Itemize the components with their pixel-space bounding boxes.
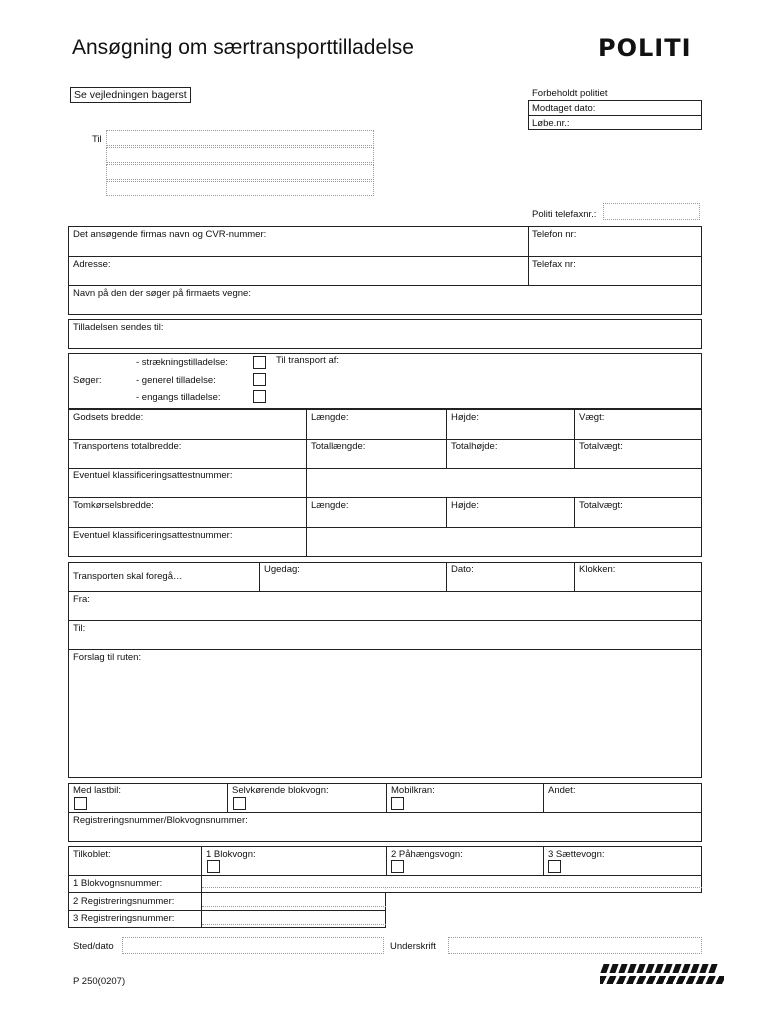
- single-permit-checkbox[interactable]: [253, 390, 266, 403]
- trailer-label: 2 Påhængsvogn:: [391, 849, 463, 860]
- transport-of-label: Til transport af:: [276, 355, 340, 366]
- goods-width-label[interactable]: Godsets bredde:: [73, 412, 144, 423]
- to-address-line-3[interactable]: [106, 164, 374, 180]
- divider: [68, 468, 702, 469]
- from-label[interactable]: Fra:: [73, 594, 90, 605]
- other-label[interactable]: Andet:: [548, 785, 576, 796]
- divider: [68, 285, 702, 286]
- address-label[interactable]: Adresse:: [73, 259, 111, 270]
- route-permit-label: - strækningstilladelse:: [136, 357, 228, 368]
- truck-label: Med lastbil:: [73, 785, 122, 796]
- dotted-divider: [202, 906, 386, 907]
- divider: [574, 409, 575, 468]
- route-suggestion-label[interactable]: Forslag til ruten:: [73, 652, 142, 663]
- total-length-label[interactable]: Totallængde:: [311, 441, 366, 452]
- police-stripes-top: [602, 964, 716, 973]
- page-title: Ansøgning om særtransporttilladelse: [72, 36, 414, 59]
- place-date-field[interactable]: [122, 937, 384, 954]
- divider: [528, 226, 529, 285]
- phone-label[interactable]: Telefon nr:: [532, 229, 577, 240]
- divider: [543, 783, 544, 812]
- on-behalf-label[interactable]: Navn på den der søger på firmaets vegne:: [73, 288, 251, 299]
- divider: [574, 497, 575, 527]
- divider: [68, 812, 702, 813]
- received-date-label: Modtaget dato:: [532, 103, 596, 114]
- divider: [68, 439, 702, 440]
- divider: [68, 910, 386, 911]
- general-permit-checkbox[interactable]: [253, 373, 266, 386]
- schedule-section: [68, 562, 702, 778]
- divider: [68, 875, 702, 876]
- semi-trailer-checkbox[interactable]: [548, 860, 561, 873]
- divider: [68, 620, 702, 621]
- divider: [259, 562, 260, 591]
- politi-logo: POLITI: [598, 34, 692, 62]
- total-height-label[interactable]: Totalhøjde:: [451, 441, 498, 452]
- place-date-label: Sted/dato: [73, 941, 114, 952]
- length-label[interactable]: Længde:: [311, 412, 349, 423]
- divider: [68, 649, 702, 650]
- dotted-divider: [202, 887, 702, 888]
- single-permit-label: - engangs tilladelse:: [136, 392, 221, 403]
- police-reserved-heading: Forbeholdt politiet: [532, 88, 608, 99]
- signature-label: Underskrift: [390, 941, 436, 952]
- block-wagon-number-label[interactable]: 1 Blokvognsnummer:: [73, 878, 163, 889]
- registration-2-label[interactable]: 2 Registreringsnummer:: [73, 896, 175, 907]
- trailer-checkbox[interactable]: [391, 860, 404, 873]
- divider: [446, 497, 447, 527]
- form-code: P 250(0207): [73, 976, 126, 987]
- mobile-crane-checkbox[interactable]: [391, 797, 404, 810]
- weekday-label[interactable]: Ugedag:: [264, 564, 300, 575]
- to-label: Til: [92, 134, 102, 145]
- divider: [201, 846, 202, 875]
- classification-cert-label[interactable]: Eventuel klassificeringsattestnummer:: [73, 470, 233, 481]
- self-propelled-checkbox[interactable]: [233, 797, 246, 810]
- divider: [574, 562, 575, 591]
- company-name-label[interactable]: Det ansøgende firmas navn og CVR-nummer:: [73, 229, 267, 240]
- empty-run-total-weight-label[interactable]: Totalvægt:: [579, 500, 623, 511]
- route-permit-checkbox[interactable]: [253, 356, 266, 369]
- block-wagon-checkbox[interactable]: [207, 860, 220, 873]
- empty-run-width-label[interactable]: Tomkørselsbredde:: [73, 500, 154, 511]
- serial-number-label: Løbe.nr.:: [532, 118, 570, 129]
- mobile-crane-label: Mobilkran:: [391, 785, 435, 796]
- empty-run-height-label[interactable]: Højde:: [451, 500, 479, 511]
- police-fax-label: Politi telefaxnr.:: [532, 209, 597, 220]
- divider: [68, 497, 702, 498]
- police-fax-field[interactable]: [603, 203, 700, 220]
- divider: [201, 875, 202, 928]
- total-width-label[interactable]: Transportens totalbredde:: [73, 441, 182, 452]
- applicant-type-label: Søger:: [73, 375, 102, 386]
- truck-checkbox[interactable]: [74, 797, 87, 810]
- guide-link[interactable]: Se vejledningen bagerst: [70, 87, 191, 103]
- divider: [543, 846, 544, 875]
- divider: [528, 115, 702, 116]
- divider: [68, 527, 702, 528]
- divider: [68, 591, 702, 592]
- signature-field[interactable]: [448, 937, 702, 954]
- divider: [68, 256, 702, 257]
- to-address-line-2[interactable]: [106, 147, 374, 163]
- semi-trailer-label: 3 Sættevogn:: [548, 849, 605, 860]
- divider: [227, 783, 228, 812]
- total-weight-label[interactable]: Totalvægt:: [579, 441, 623, 452]
- general-permit-label: - generel tilladelse:: [136, 375, 216, 386]
- time-label[interactable]: Klokken:: [579, 564, 616, 575]
- to-address-line-4[interactable]: [106, 181, 374, 196]
- to-destination-label[interactable]: Til:: [73, 623, 86, 634]
- divider: [386, 783, 387, 812]
- divider: [446, 409, 447, 468]
- send-to-label[interactable]: Tilladelsen sendes til:: [73, 322, 164, 333]
- date-label[interactable]: Dato:: [451, 564, 474, 575]
- coupled-section: [68, 846, 702, 893]
- transport-when-label: Transporten skal foregå…: [73, 571, 183, 582]
- coupled-label: Tilkoblet:: [73, 849, 111, 860]
- divider: [446, 562, 447, 591]
- fax-label[interactable]: Telefax nr:: [532, 259, 576, 270]
- block-wagon-label: 1 Blokvogn:: [206, 849, 256, 860]
- empty-run-length-label[interactable]: Længde:: [311, 500, 349, 511]
- classification-cert-2-label[interactable]: Eventuel klassificeringsattestnummer:: [73, 530, 233, 541]
- divider: [306, 409, 307, 557]
- dotted-divider: [202, 924, 386, 925]
- divider: [386, 846, 387, 875]
- self-propelled-label: Selvkørende blokvogn:: [232, 785, 329, 796]
- weight-label[interactable]: Vægt:: [579, 412, 605, 423]
- height-label[interactable]: Højde:: [451, 412, 479, 423]
- to-address-line-1[interactable]: [106, 130, 374, 146]
- registration-3-label[interactable]: 3 Registreringsnummer:: [73, 913, 175, 924]
- police-stripes-bottom: [600, 976, 724, 984]
- registration-number-label[interactable]: Registreringsnummer/Blokvognsnummer:: [73, 815, 248, 826]
